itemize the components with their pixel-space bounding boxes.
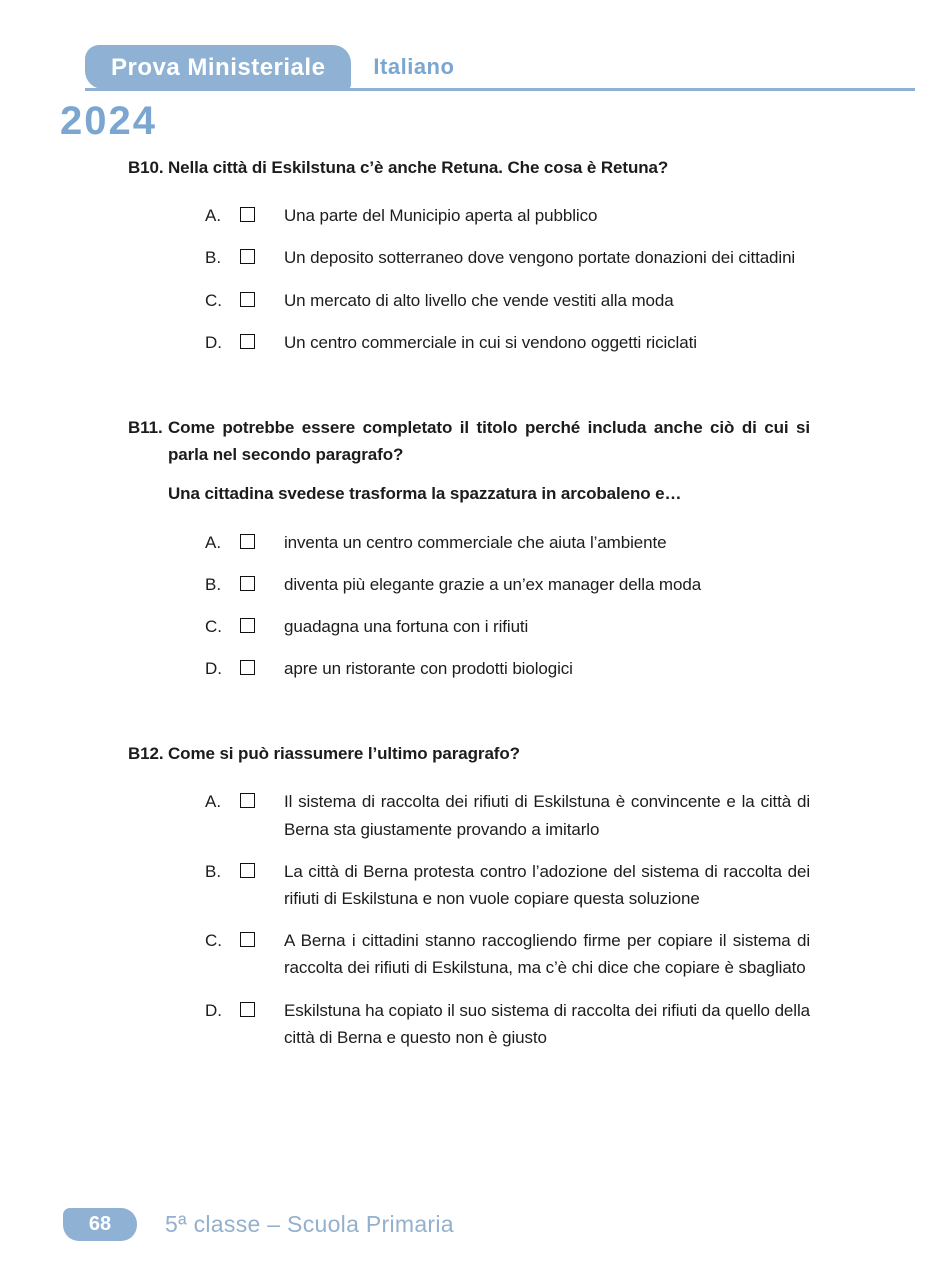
question-text: Nella città di Eskilstuna c’è anche Retuna. Che cosa è Retuna? xyxy=(168,158,669,177)
answer-checkbox[interactable] xyxy=(240,292,255,307)
option-letter: B. xyxy=(205,861,222,881)
question-number: B10. xyxy=(128,158,164,177)
answer-option xyxy=(128,571,810,598)
question-number: B12. xyxy=(128,744,164,764)
option-text: Una parte del Municipio aperta al pubblico xyxy=(284,206,598,226)
question-head xyxy=(128,740,810,767)
option-text: Il sistema di raccolta dei rifiuti di Eskilstuna è convincente e la città di Berna sta giustamente provando a imitarlo xyxy=(284,792,810,839)
answer-checkbox[interactable] xyxy=(240,793,255,808)
answer-option xyxy=(128,529,810,556)
answer-option xyxy=(128,613,810,640)
option-checkbox-cell xyxy=(240,244,284,264)
option-letter: D. xyxy=(205,332,222,352)
answer-checkbox[interactable] xyxy=(240,207,255,222)
option-text: apre un ristorante con prodotti biologici xyxy=(284,659,573,679)
question-number: B11. xyxy=(128,417,163,437)
answer-checkbox[interactable] xyxy=(240,334,255,349)
answer-option xyxy=(128,329,810,356)
option-text: A Berna i cittadini stanno raccogliendo firme per copiare il sistema di raccolta dei rifiuti di Eskilstuna, ma c’è chi dice che copiare è sbagliato xyxy=(284,931,810,978)
option-checkbox-cell xyxy=(240,329,284,349)
question-head xyxy=(128,154,810,181)
option-letter: C. xyxy=(205,290,222,310)
options-list xyxy=(128,529,810,683)
option-checkbox-cell xyxy=(240,529,284,549)
question-text: Come si può riassumere l’ultimo paragrafo? xyxy=(168,744,520,764)
answer-checkbox[interactable] xyxy=(240,618,255,633)
question-text-wrap xyxy=(168,154,810,181)
option-letter: D. xyxy=(205,1000,222,1020)
question-block xyxy=(128,740,810,1051)
answer-option xyxy=(128,997,810,1051)
page-number-badge xyxy=(63,1208,137,1241)
question-text-wrap xyxy=(168,740,810,767)
option-checkbox-cell xyxy=(240,788,284,808)
question-text: Come potrebbe essere completato il titolo perché includa anche ciò di cui si parla nel secondo paragrafo? xyxy=(168,417,810,465)
question-subtext: Una cittadina svedese trasforma la spazzatura in arcobaleno e… xyxy=(168,484,682,504)
answer-checkbox[interactable] xyxy=(240,1002,255,1017)
option-letter: B. xyxy=(205,248,222,268)
option-checkbox-cell xyxy=(240,613,284,633)
page-number: 68 xyxy=(88,1213,112,1235)
answer-option xyxy=(128,655,810,682)
page-footer xyxy=(63,1208,454,1241)
option-checkbox-cell xyxy=(240,858,284,878)
exam-title-tab xyxy=(85,45,351,89)
answer-checkbox[interactable] xyxy=(240,932,255,947)
question-text-wrap xyxy=(168,414,810,508)
option-text: Eskilstuna ha copiato il suo sistema di raccolta dei rifiuti da quello della città di Berna e questo non è giusto xyxy=(284,1000,810,1047)
option-letter: A. xyxy=(205,792,222,812)
answer-option xyxy=(128,244,810,271)
option-checkbox-cell xyxy=(240,655,284,675)
subject-label: Italiano xyxy=(373,54,455,79)
questions-container xyxy=(0,144,935,1051)
answer-checkbox[interactable] xyxy=(240,576,255,591)
answer-checkbox[interactable] xyxy=(240,249,255,264)
option-checkbox-cell xyxy=(240,287,284,307)
answer-option xyxy=(128,788,810,842)
exam-year: 2024 xyxy=(60,99,157,143)
answer-option xyxy=(128,927,810,981)
grade-label: 5ª classe – Scuola Primaria xyxy=(165,1211,454,1237)
option-text: guadagna una fortuna con i rifiuti xyxy=(284,616,529,636)
option-checkbox-cell xyxy=(240,997,284,1017)
question-block xyxy=(128,154,810,356)
option-letter: B. xyxy=(205,574,222,594)
option-text: diventa più elegante grazie a un’ex manager della moda xyxy=(284,574,702,594)
answer-checkbox[interactable] xyxy=(240,863,255,878)
header-band xyxy=(85,45,915,91)
option-text: La città di Berna protesta contro l’adozione del sistema di raccolta dei rifiuti di Eskilstuna e non vuole copiare questa soluzione xyxy=(284,861,810,908)
answer-option xyxy=(128,287,810,314)
exam-title: Prova Ministeriale xyxy=(111,54,326,81)
question-block xyxy=(128,414,810,682)
option-text: inventa un centro commerciale che aiuta l’ambiente xyxy=(284,532,667,552)
option-text: Un deposito sotterraneo dove vengono portate donazioni dei cittadini xyxy=(284,248,796,268)
option-letter: A. xyxy=(205,532,222,552)
option-checkbox-cell xyxy=(240,202,284,222)
option-letter: A. xyxy=(205,206,222,226)
options-list xyxy=(128,202,810,356)
page-header xyxy=(0,45,935,144)
option-checkbox-cell xyxy=(240,571,284,591)
option-letter: C. xyxy=(205,616,222,636)
options-list xyxy=(128,788,810,1051)
option-text: Un mercato di alto livello che vende vestiti alla moda xyxy=(284,290,674,310)
answer-option xyxy=(128,202,810,229)
answer-checkbox[interactable] xyxy=(240,660,255,675)
option-letter: C. xyxy=(205,931,222,951)
question-head xyxy=(128,414,810,508)
option-checkbox-cell xyxy=(240,927,284,947)
option-letter: D. xyxy=(205,659,222,679)
option-text: Un centro commerciale in cui si vendono oggetti riciclati xyxy=(284,332,697,352)
answer-option xyxy=(128,858,810,912)
answer-checkbox[interactable] xyxy=(240,534,255,549)
